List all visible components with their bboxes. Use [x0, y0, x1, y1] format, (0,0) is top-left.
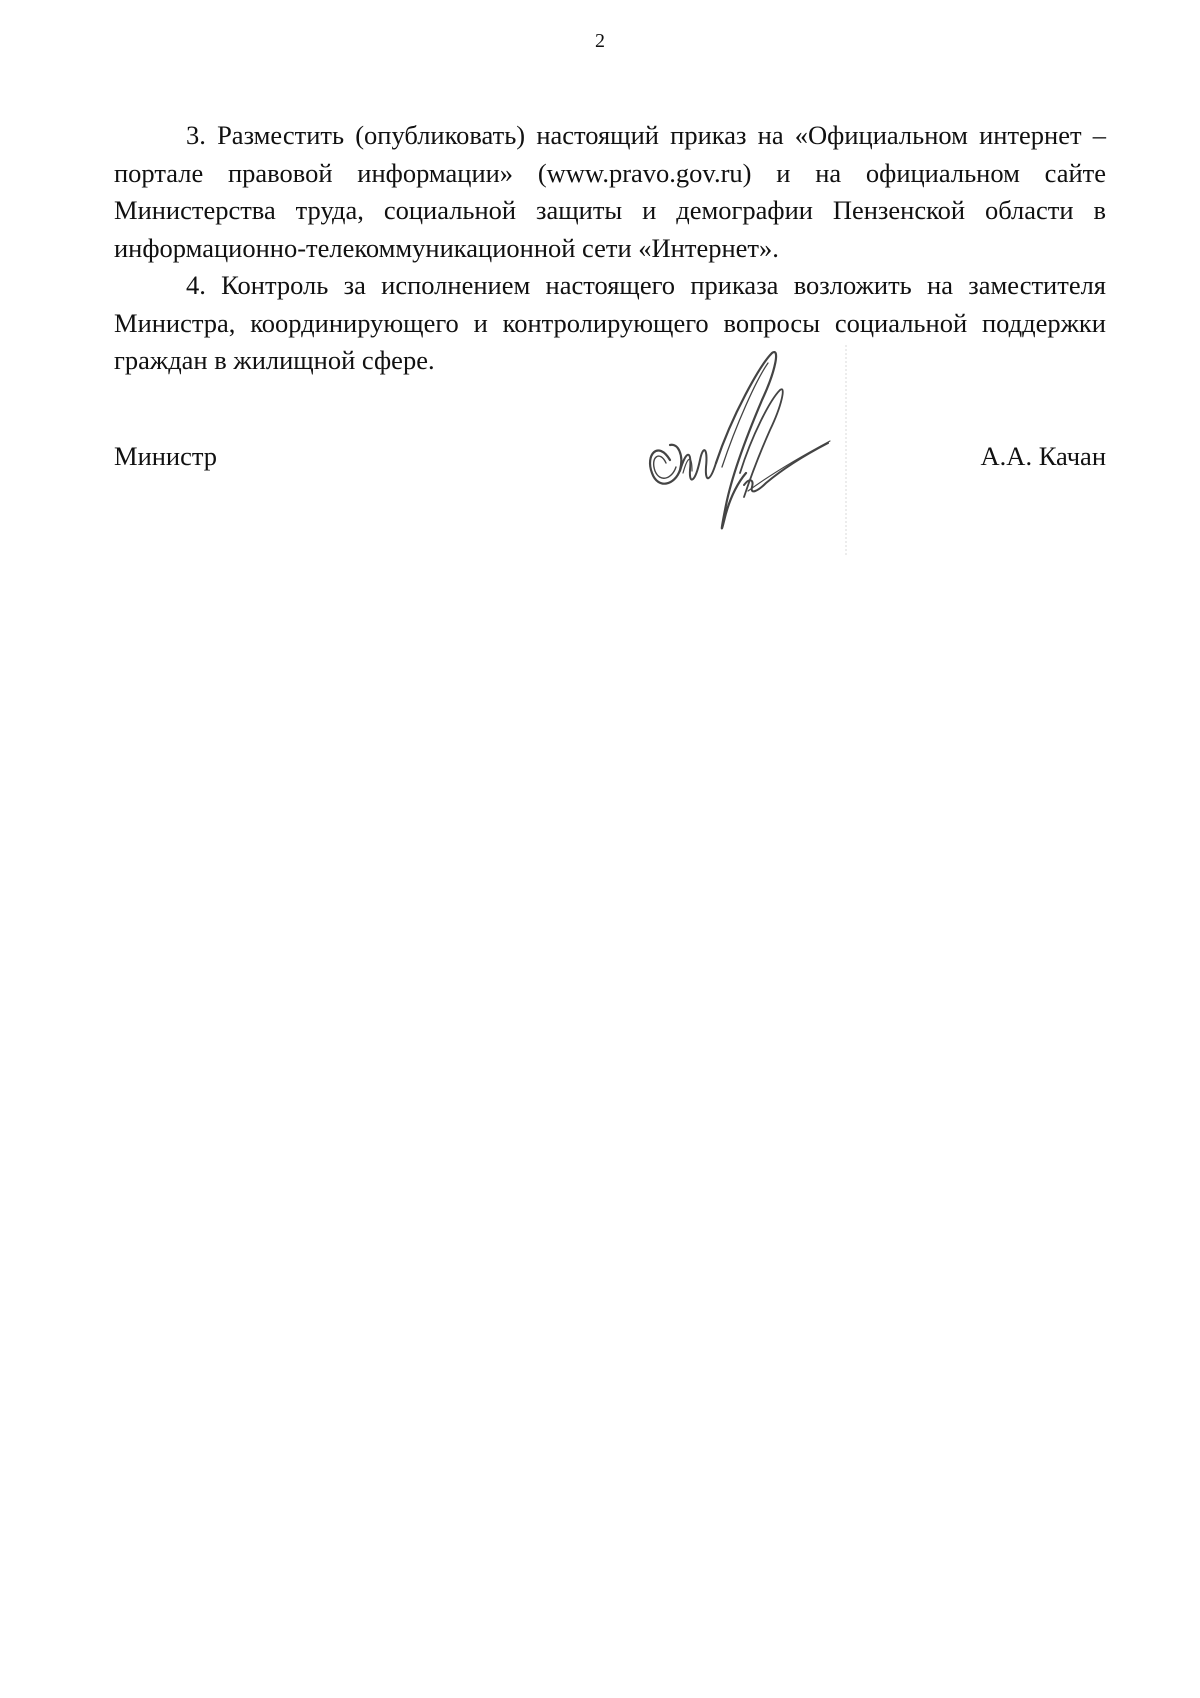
signer-name: А.А. Качан — [980, 441, 1106, 471]
handwritten-signature — [640, 345, 870, 565]
document-body — [114, 117, 1106, 380]
paragraph-3: 3. Разместить (опубликовать) настоящий приказ на «Официальном интернет – портале правовой информации» (www.pravo.gov.ru) и на официальном сайте Министерства труда, социальной защиты и демографии Пензенской области в информационно-телекоммуникационной сети «Интернет». — [114, 120, 1106, 263]
page-number: 2 — [595, 30, 605, 52]
paragraph-4: 4. Контроль за исполнением настоящего приказа возложить на заместителя Министра, координирующего и контролирующего вопросы социальной поддержки граждан в жилищной сфере. — [114, 270, 1106, 375]
signer-position: Министр — [114, 441, 218, 471]
